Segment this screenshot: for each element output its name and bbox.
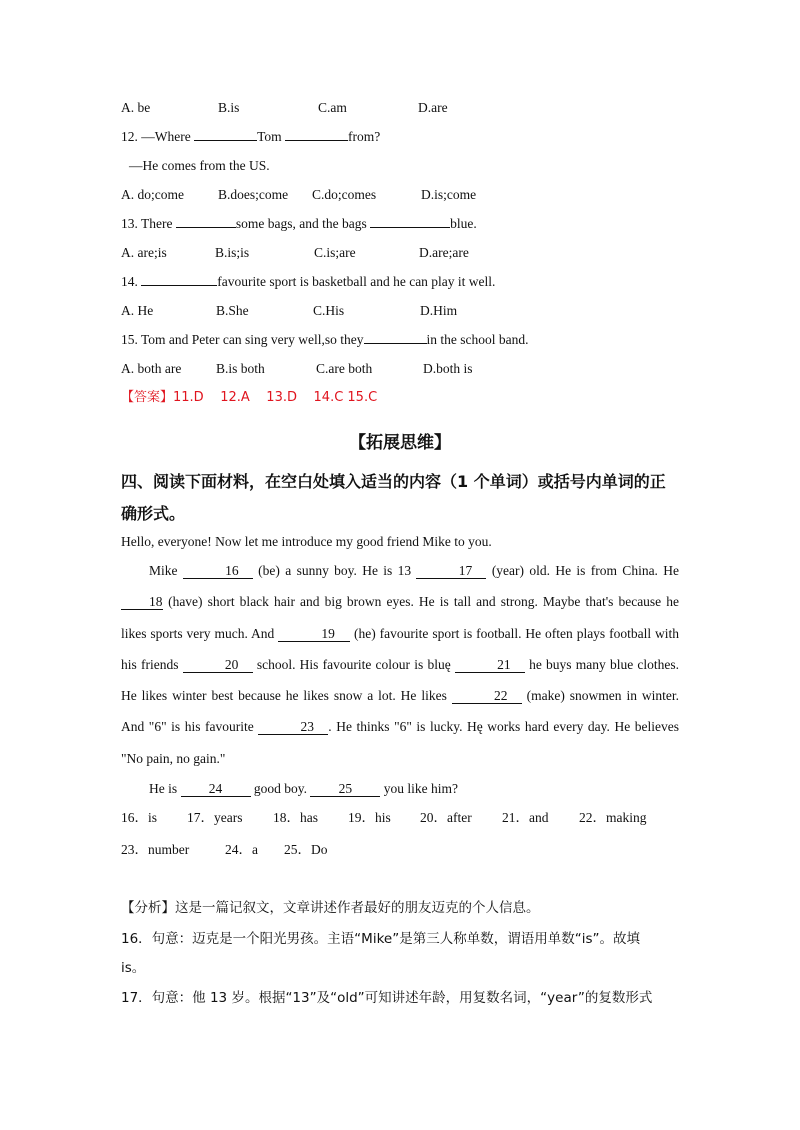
q15-stem: 15. Tom and Peter can sing very well,so they in the school band.: [121, 332, 529, 347]
q15-blank: [364, 343, 427, 344]
blank-17: 17: [416, 563, 486, 579]
answer-20: 20．after: [420, 810, 472, 825]
q15-option-b: B.is both: [216, 361, 265, 376]
answer-18: 18．has: [273, 810, 318, 825]
q14-blank: [141, 285, 217, 286]
q13-blank-2: [370, 227, 450, 228]
answer-25: 25．Do: [284, 842, 328, 857]
q12-blank-1: [194, 140, 257, 141]
q11-option-c: C.am: [318, 100, 347, 115]
q13-option-c: C.is;are: [314, 245, 356, 260]
answer-16: 16．is: [121, 810, 158, 825]
blank-18: 18: [121, 594, 163, 610]
blank-16: 16: [183, 563, 253, 579]
answer-24: 24．a: [225, 842, 258, 857]
q14-option-d: D.Him: [420, 303, 458, 318]
blank-25: 25: [310, 781, 380, 797]
q13-option-d: D.are;are: [419, 245, 469, 260]
q13-blank-1: [176, 227, 236, 228]
analysis-17-line-1: 17．句意：他 13 岁。根据“13”及“old”可知讲述年龄，用复数名词，“year”的复数形式: [121, 990, 653, 1006]
q15-option-c: C.are both: [316, 361, 373, 376]
q12-stem: 12. —Where Tom from?: [121, 129, 381, 144]
answer-19: 19．his: [348, 810, 391, 825]
answer-23: 23．number: [121, 842, 190, 857]
analysis-16-line-1: 16．句意：迈克是一个阳光男孩。主语“Mike”是第三人称单数，谓语用单数“is”。故填: [121, 931, 640, 947]
q13-stem: 13. There some bags, and the bags blue.: [121, 216, 477, 231]
q14-option-c: C.His: [313, 303, 345, 318]
analysis-summary: 【分析】这是一篇记叙文，文章讲述作者最好的朋友迈克的个人信息。: [121, 900, 540, 916]
section-title: 【拓展思维】: [349, 433, 451, 453]
q12-option-c: C.do;comes: [312, 187, 377, 202]
blank-20: 20: [183, 657, 253, 673]
section-four-heading: 四、阅读下面材料，在空白处填入适当的内容（1 个单词）或括号内单词的正确形式。: [121, 472, 666, 523]
q14-option-b: B.She: [216, 303, 249, 318]
passage-paragraph-2: He is 24 good boy. 25 you like him?: [149, 781, 458, 796]
passage-intro: Hello, everyone! Now let me introduce my good friend Mike to you.: [121, 534, 492, 549]
q12-blank-2: [285, 140, 348, 141]
analysis-16-line-2: is。: [121, 960, 146, 976]
blank-22: 22: [452, 688, 522, 704]
blank-19: 19: [278, 626, 350, 642]
q13-option-b: B.is;is: [215, 245, 250, 260]
q13-option-a: A. are;is: [121, 245, 167, 260]
answer-17: 17．years: [187, 810, 243, 825]
q11-option-a: A. be: [121, 100, 151, 115]
q15-option-a: A. both are: [121, 361, 182, 376]
q12-option-a: A. do;come: [121, 187, 184, 202]
q14-option-a: A. He: [121, 303, 154, 318]
blank-21: 21: [455, 657, 525, 673]
passage-paragraph-1: Mike 16 (be) a sunny boy. He is 13 17 (year) old. He is from China. He 18 (have) short black hair and big brown eyes. He is tall and strong. Maybe that's because he likes sports very much. And 19 (he) favourite sport is football. He often plays football with his friends 20 school. His favourite colour is bluę 21 he buys many blue clothes. He likes winter best because he likes snow a lot. He likes 22 (make) snowmen in winter. And "6" is his favourite 23 . He thinks "6" is lucky. Hę works hard every day. He believes "No pain, no gain.": [121, 563, 680, 766]
q11-option-d: D.are: [418, 100, 448, 115]
answer-22: 22．making: [579, 810, 647, 825]
answer-21: 21．and: [502, 810, 549, 825]
blank-24: 24: [181, 781, 251, 797]
answer-key: 【答案】11.D 12.A 13.D 14.C 15.C: [121, 390, 378, 405]
q15-option-d: D.both is: [423, 361, 473, 376]
q12-option-b: B.does;come: [218, 187, 289, 202]
q12-option-d: D.is;come: [421, 187, 477, 202]
q14-stem: 14. favourite sport is basketball and he can play it well.: [121, 274, 496, 289]
q11-option-b: B.is: [218, 100, 240, 115]
q12-reply: —He comes from the US.: [129, 158, 270, 173]
blank-23: 23: [258, 719, 328, 735]
